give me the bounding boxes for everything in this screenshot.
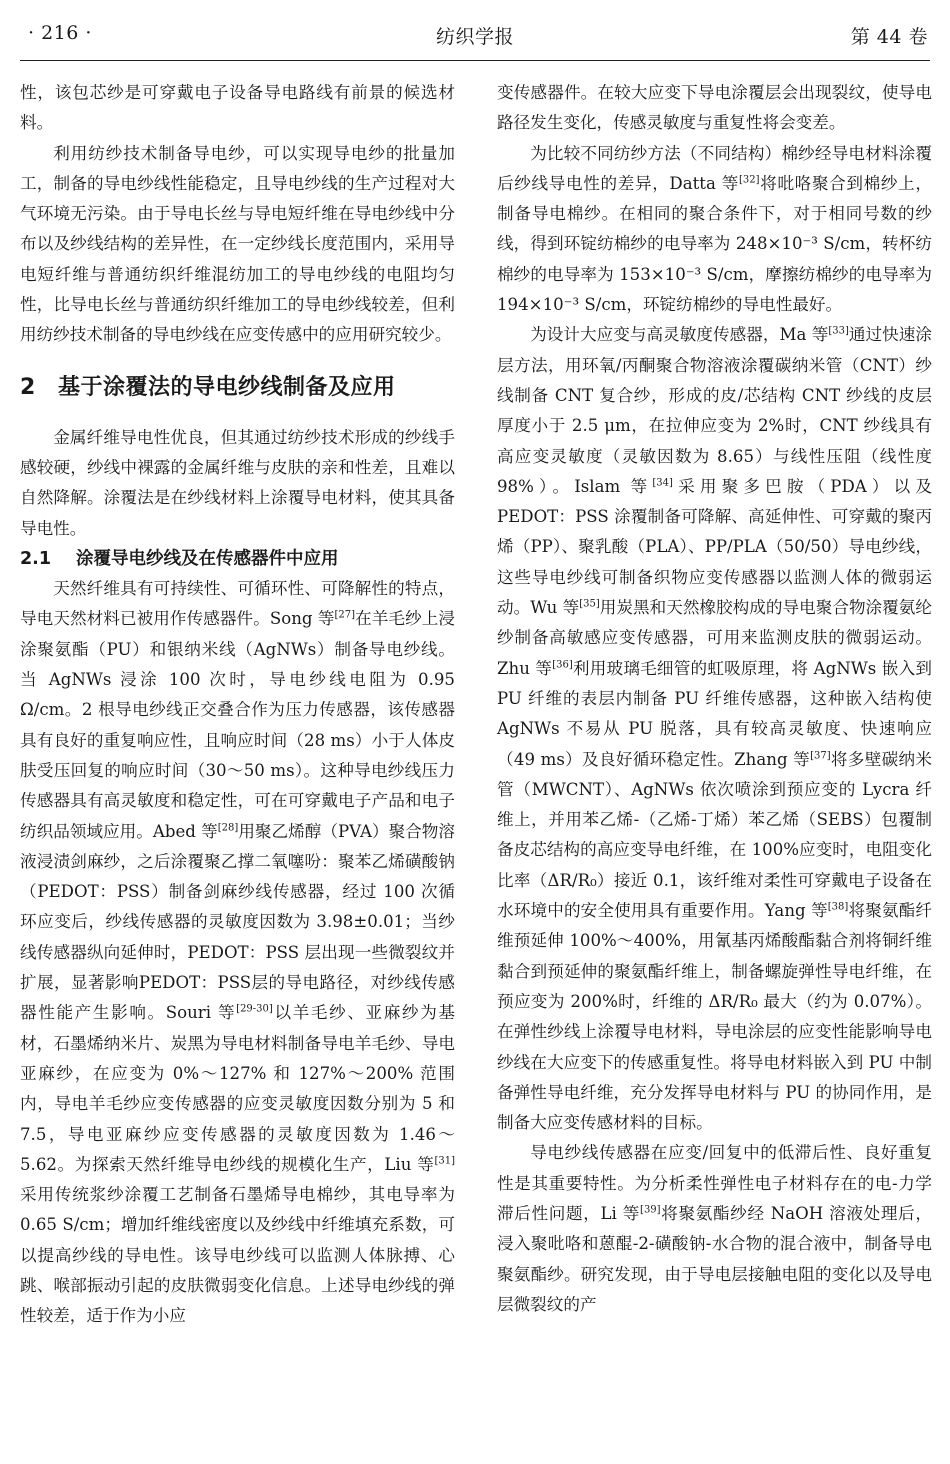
paragraph-hysteresis (497, 1138, 932, 1320)
citation: [33] (828, 325, 849, 337)
subsection-number: 2.1 (20, 548, 52, 569)
text-segment: 用聚乙烯醇（PVA）聚合物溶液浸渍剑麻纱，之后涂覆聚乙撑二氧噻吩：聚苯乙烯磺酸钠（PEDOT：PSS）制备剑麻纱线传感器，经过 100 次循环应变后，纱线传感器的灵敏度因数为 3.98±0.01；当纱线传感器纵向延伸时，PEDOT：PSS 层出现一些微裂纹并扩展，显著影响PEDOT：PSS层的导电路径，对纱线传感器性能产生影响。Souri 等 (20, 821, 455, 1023)
citation: [34] (652, 477, 673, 489)
left-column (20, 78, 455, 1332)
page-number: · 216 · (28, 22, 92, 44)
text-segment: 通过快速涂层方法，用环氧/丙酮聚合物溶液涂覆碳纳米管（CNT）纱线制备 CNT 复合纱，形成的皮/芯结构 CNT 纱线的皮层厚度小于 2.5 μm，在拉伸应变为 2%时，CNT 纱线具有高应变灵敏度（灵敏因数为 8.65）与线性压阻（线性度 98%）。Islam 等 (497, 325, 932, 496)
citation: [37] (810, 750, 831, 761)
text-segment: 为比较不同纺纱方法（不同结构）棉纱经导电材料涂覆后纱线导电性的差异，Datta 等 (497, 143, 932, 193)
citation: [36] (552, 659, 573, 671)
text-segment: 导电纱线传感器在应变/回复中的低滞后性、良好重复性是其重要特性。为分析柔性弹性电子材料存在的电-力学滞后性问题，Li 等 (497, 1143, 932, 1223)
paragraph-large-strain (497, 320, 932, 1138)
text-segment: 利用玻璃毛细管的虹吸原理，将 AgNWs 嵌入到 PU 纤维的表层内制备 PU 纤维传感器，这种嵌入结构使 AgNWs 不易从 PU 脱落，具有较高灵敏度、快速响应（49 ms）及良好循环稳定性。Zhang 等 (497, 658, 932, 769)
text-segment: 将聚氨酯纤维预延伸 100%～400%，用氰基丙烯酸酯黏合剂将铜纤维黏合到预延伸的聚氨酯纤维上，制备螺旋弹性导电纤维，在预应变为 200%时，纤维的 ΔR/R₀ 最大（约为 0.07%）。在弹性纱线上涂覆导电材料，导电涂层的应变性能影响导电纱线在大应变下的传感重复性。将导电材料嵌入到 PU 中制备弹性导电纤维，充分发挥导电材料与 PU 的协同作用，是制备大应变传感材料的目标。 (497, 901, 932, 1133)
paragraph-datta (497, 139, 932, 321)
section-heading (20, 373, 455, 403)
text-segment: 采用聚多巴胺（PDA）以及 PEDOT：PSS 涂覆制备可降解、高延伸性、可穿戴的聚丙烯（PP）、聚乳酸（PLA）、PP/PLA（50/50）导电纱线，这些导电纱线可制备织物应变传感器以监测人体的微弱运动。Wu 等 (497, 476, 932, 618)
section-number: 2 (20, 374, 36, 400)
paragraph-continuation: 性，该包芯纱是可穿戴电子设备导电路线有前景的候选材料。 (20, 83, 455, 133)
citation: [39] (640, 1204, 661, 1216)
citation: [29-30] (236, 1003, 273, 1015)
right-column (497, 78, 932, 1320)
section-title: 基于涂覆法的导电纱线制备及应用 (58, 374, 396, 400)
text-segment: 将聚氨酯纱经 NaOH 溶液处理后，浸入聚吡咯和蒽醌-2-磺酸钠-水合物的混合液中，制备导电聚氨酯纱。研究发现，由于导电层接触电阻的变化以及导电层微裂纹的产 (497, 1203, 932, 1314)
paragraph-natural-fiber (20, 574, 455, 1331)
subsection-title: 涂覆导电纱线及在传感器件中应用 (76, 548, 339, 569)
text-segment: 用炭黑和天然橡胶构成的导电聚合物涂覆氨纶纱制备高敏感应变传感器，可用来监测皮肤的微弱运动。Zhu 等 (497, 598, 932, 678)
citation: [32] (739, 174, 760, 186)
citation: [38] (827, 901, 849, 913)
text-segment: 天然纤维具有可持续性、可循环性、可降解性的特点，导电天然材料已被用作传感器件。Song 等 (20, 579, 455, 629)
paragraph-continuation: 变传感器件。在较大应变下导电涂覆层会出现裂纹，使导电路径发生变化，传感灵敏度与重复性将会变差。 (497, 83, 932, 133)
citation: [31] (434, 1155, 455, 1167)
text-segment: 将吡咯聚合到棉纱上，制备导电棉纱。在相同的聚合条件下，对于相同号数的纱线，得到环锭纺棉纱的电导率为 248×10⁻³ S/cm，转杯纺棉纱的电导率为 153×10⁻³ S/cm，摩擦纺棉纱的电导率为 194×10⁻³ S/cm，环锭纺棉纱的导电性最好。 (497, 173, 932, 315)
volume-label: 第 44 卷 (850, 26, 928, 48)
citation: [27] (334, 609, 356, 621)
text-segment: 以羊毛纱、亚麻纱为基材，石墨烯纳米片、炭黑为导电材料制备导电羊毛纱、导电亚麻纱，在应变为 0%～127% 和 127%～200% 范围内，导电羊毛纱应变传感器的应变灵敏度因数分别为 5 和 7.5，导电亚麻纱应变传感器的灵敏度因数为 1.46～5.62。为探索天然纤维导电纱线的规模化生产，Liu 等 (20, 1003, 456, 1174)
citation: [28] (217, 822, 239, 833)
text-segment: 采用传统浆纱涂覆工艺制备石墨烯导电棉纱，其电导率为 0.65 S/cm；增加纤维线密度以及纱线中纤维填充系数，可以提高纱线的导电性。该导电纱线可以监测人体脉搏、心跳、喉部振动引起的皮肤微弱变化信息。上述导电纱线的弹性较差，适于作为小应 (20, 1185, 455, 1326)
text-segment: 在羊毛纱上浸涂聚氨酯（PU）和银纳米线（AgNWs）制备导电纱线。当 AgNWs 浸涂 100 次时，导电纱线电阻为 0.95 Ω/cm。2 根导电纱线正交叠合作为压力传感器，该传感器具有良好的重复响应性，且响应时间（28 ms）小于人体皮肤受压回复的响应时间（30～50 ms）。这种导电纱线压力传感器具有高灵敏度和稳定性，可在可穿戴电子产品和电子纺织品领域应用。Abed 等 (20, 609, 455, 841)
subsection-heading (20, 544, 455, 574)
text-segment: 将多壁碳纳米管（MWCNT）、AgNWs 依次喷涂到预应变的 Lycra 纤维上，并用苯乙烯-（乙烯-丁烯）苯乙烯（SEBS）包覆制备皮芯结构的高应变导电纤维，在 100%应变时，电阻变化比率（ΔR/R₀）接近 0.1，该纤维对柔性可穿戴电子设备在水环境中的安全使用具有重要作用。Yang 等 (497, 749, 932, 921)
paragraph-spinning: 利用纺纱技术制备导电纱，可以实现导电纱的批量加工，制备的导电纱线性能稳定，且导电纱线的生产过程对大气环境无污染。由于导电长丝与导电短纤维在导电纱线中分布以及纱线结构的差异性，在一定纱线长度范围内，采用导电短纤维与普通纺织纤维混纺加工的导电纱线的电阻均匀性，比导电长丝与普通纺织纤维加工的导电纱线较差，但利用纺纱技术制备的导电纱线在应变传感中的应用研究较少。 (20, 143, 455, 345)
paragraph-coating-intro: 金属纤维导电性优良，但其通过纺纱技术形成的纱线手感较硬，纱线中裸露的金属纤维与皮肤的亲和性差，且难以自然降解。涂覆法是在纱线材料上涂覆导电材料，使其具备导电性。 (20, 427, 455, 538)
text-segment: 为设计大应变与高灵敏度传感器，Ma 等 (530, 325, 829, 345)
citation: [35] (579, 598, 600, 610)
journal-title: 纺织学报 (435, 26, 514, 48)
header-rule (20, 60, 930, 61)
